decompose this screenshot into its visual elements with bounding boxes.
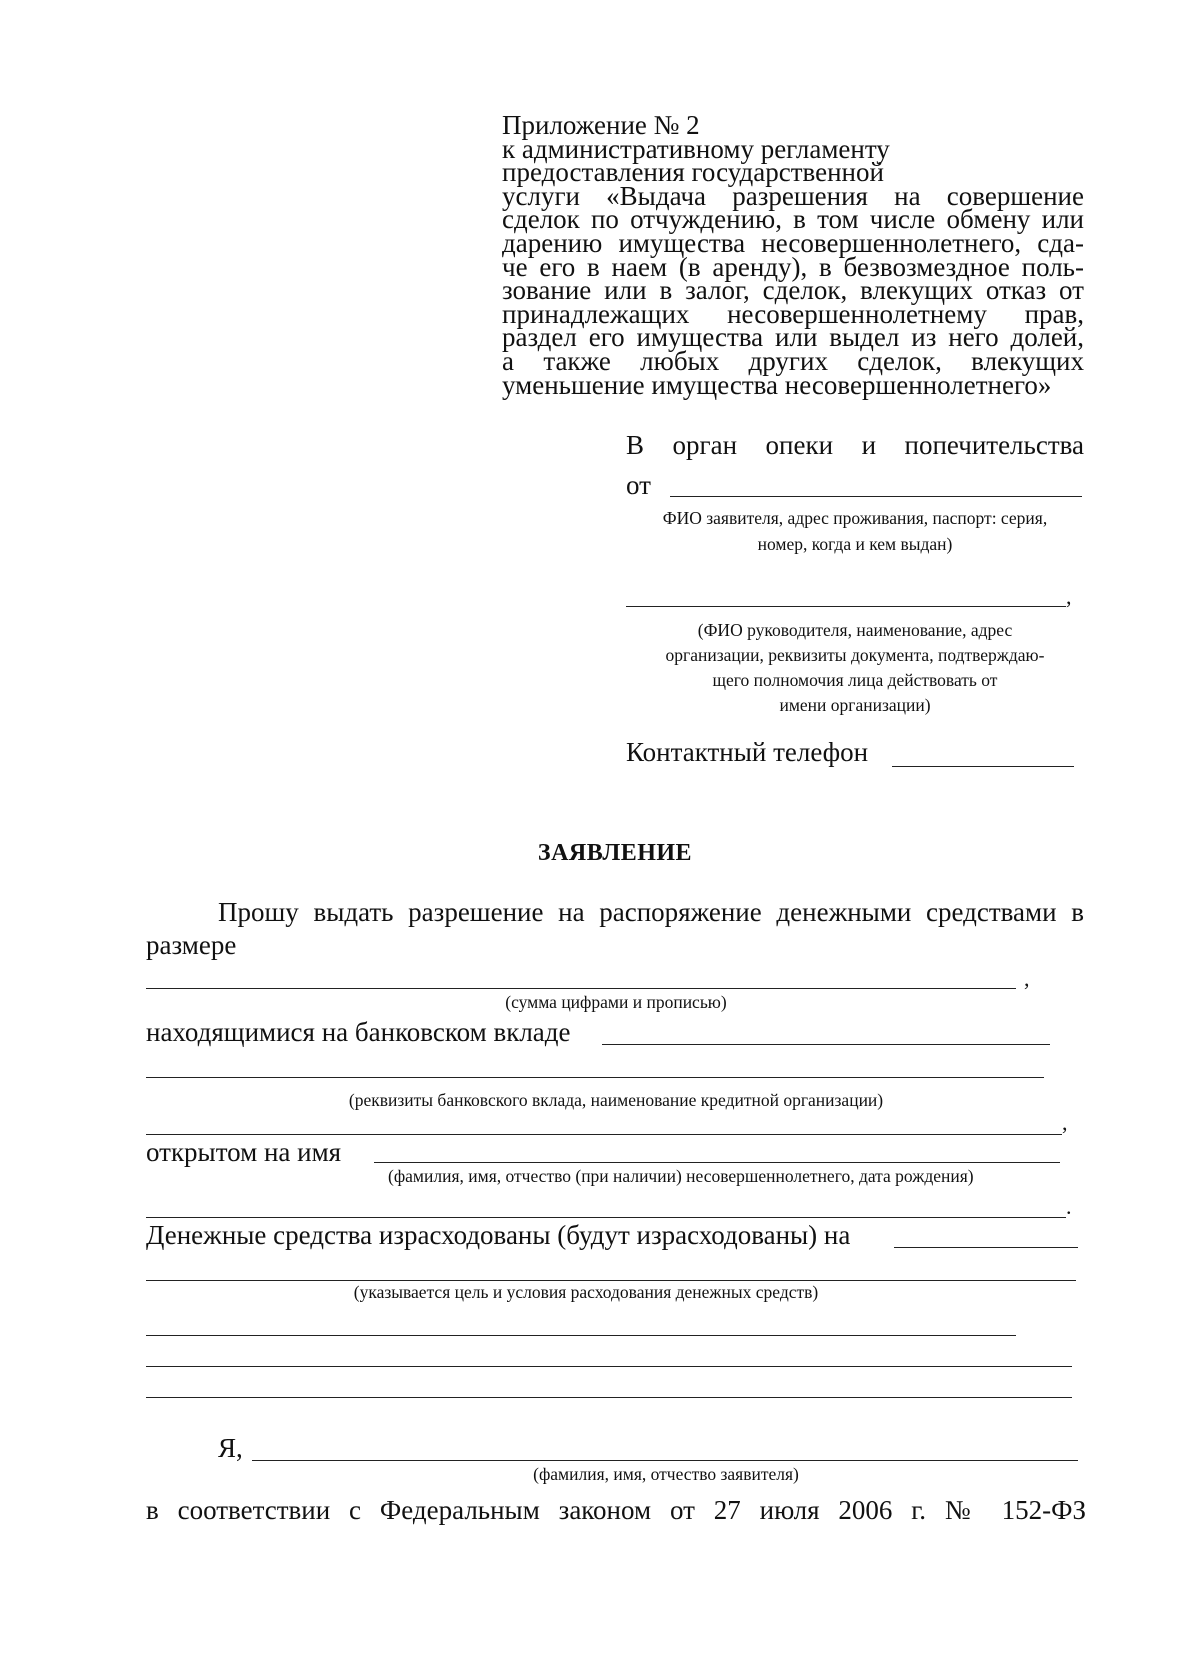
deposit-line-3[interactable] [146,1134,1062,1135]
deposit-line-2[interactable] [146,1077,1044,1078]
appendix-line: уменьшение имущества несовершеннолетнего» [502,369,1052,400]
appendix-header [502,110,1084,400]
request-line-2: размере [146,930,237,960]
spent-line[interactable] [894,1247,1078,1248]
spent-label: Денежные средства израсходованы (будут израсходованы) на [146,1220,851,1250]
phone-line[interactable] [892,766,1074,767]
org-caption-4: имени организации) [779,695,931,715]
appendix-line: а также любых других сделок, влекущих [502,345,1084,376]
spent-caption: (указывается цель и условия расходования денежных средств) [353,1282,819,1302]
from-caption-1: ФИО заявителя, адрес проживания, паспорт: серия, [662,508,1048,528]
law-line: в соответствии с Федеральным законом от 27 июля 2006 г. № 152-ФЗ [146,1495,1086,1525]
sum-line[interactable] [146,988,1016,989]
appendix-line: раздел его имущества или выдел из него долей, [502,322,1084,353]
appendix-line: дарению имущества несовершеннолетнего, сда- [502,227,1084,258]
appendix-line: зование или в залог, сделок, влекущих отказ от [502,275,1084,306]
applicant-line[interactable] [252,1460,1078,1461]
appendix-line: услуги «Выдача разрешения на совершение [502,180,1084,211]
org-caption-2: организации, реквизиты документа, подтверждаю- [665,645,1045,665]
appendix-line: к административному регламенту [502,133,890,164]
deposit-caption: (реквизиты банковского вклада, наименование кредитной организации) [348,1090,884,1110]
from-label: от [626,470,651,500]
opened-line[interactable] [374,1162,1060,1163]
phone-label: Контактный телефон [626,737,869,767]
request-line-1: Прошу выдать разрешение на распоряжение денежными средствами в [218,897,1084,927]
opened-line-2[interactable] [146,1217,1066,1218]
appendix-line: принадлежащих несовершеннолетнему прав, [502,298,1084,329]
opened-label: открытом на имя [146,1137,342,1167]
i-label: Я, [218,1433,243,1463]
deposit-line[interactable] [602,1044,1050,1045]
deposit-label: находящимися на банковском вкладе [146,1017,571,1047]
document-title: ЗАЯВЛЕНИЕ [537,840,693,866]
spent-line-3[interactable] [146,1335,1016,1336]
addressee-to: В орган опеки и попечительства [626,430,1084,460]
appendix-line: че его в наем (в аренду), в безвозмездное поль- [502,251,1084,282]
org-line[interactable] [626,606,1066,607]
org-caption-1: (ФИО руководителя, наименование, адрес [697,620,1013,640]
sum-caption: (сумма цифрами и прописью) [505,992,727,1012]
spent-line-4[interactable] [146,1366,1072,1367]
appendix-line: Приложение № 2 [502,110,700,140]
applicant-caption: (фамилия, имя, отчество заявителя) [533,1464,799,1484]
org-caption-3: щего полномочия лица действовать от [712,670,998,690]
from-line[interactable] [670,496,1082,497]
appendix-line: предоставления государственной [502,157,884,188]
appendix-line: сделок по отчуждению, в том числе обмену или [502,204,1084,235]
opened-caption: (фамилия, имя, отчество (при наличии) несовершеннолетнего, дата рождения) [388,1166,974,1186]
spent-line-2[interactable] [146,1280,1076,1281]
from-caption-2: номер, когда и кем выдан) [757,534,953,554]
spent-line-5[interactable] [146,1397,1072,1398]
